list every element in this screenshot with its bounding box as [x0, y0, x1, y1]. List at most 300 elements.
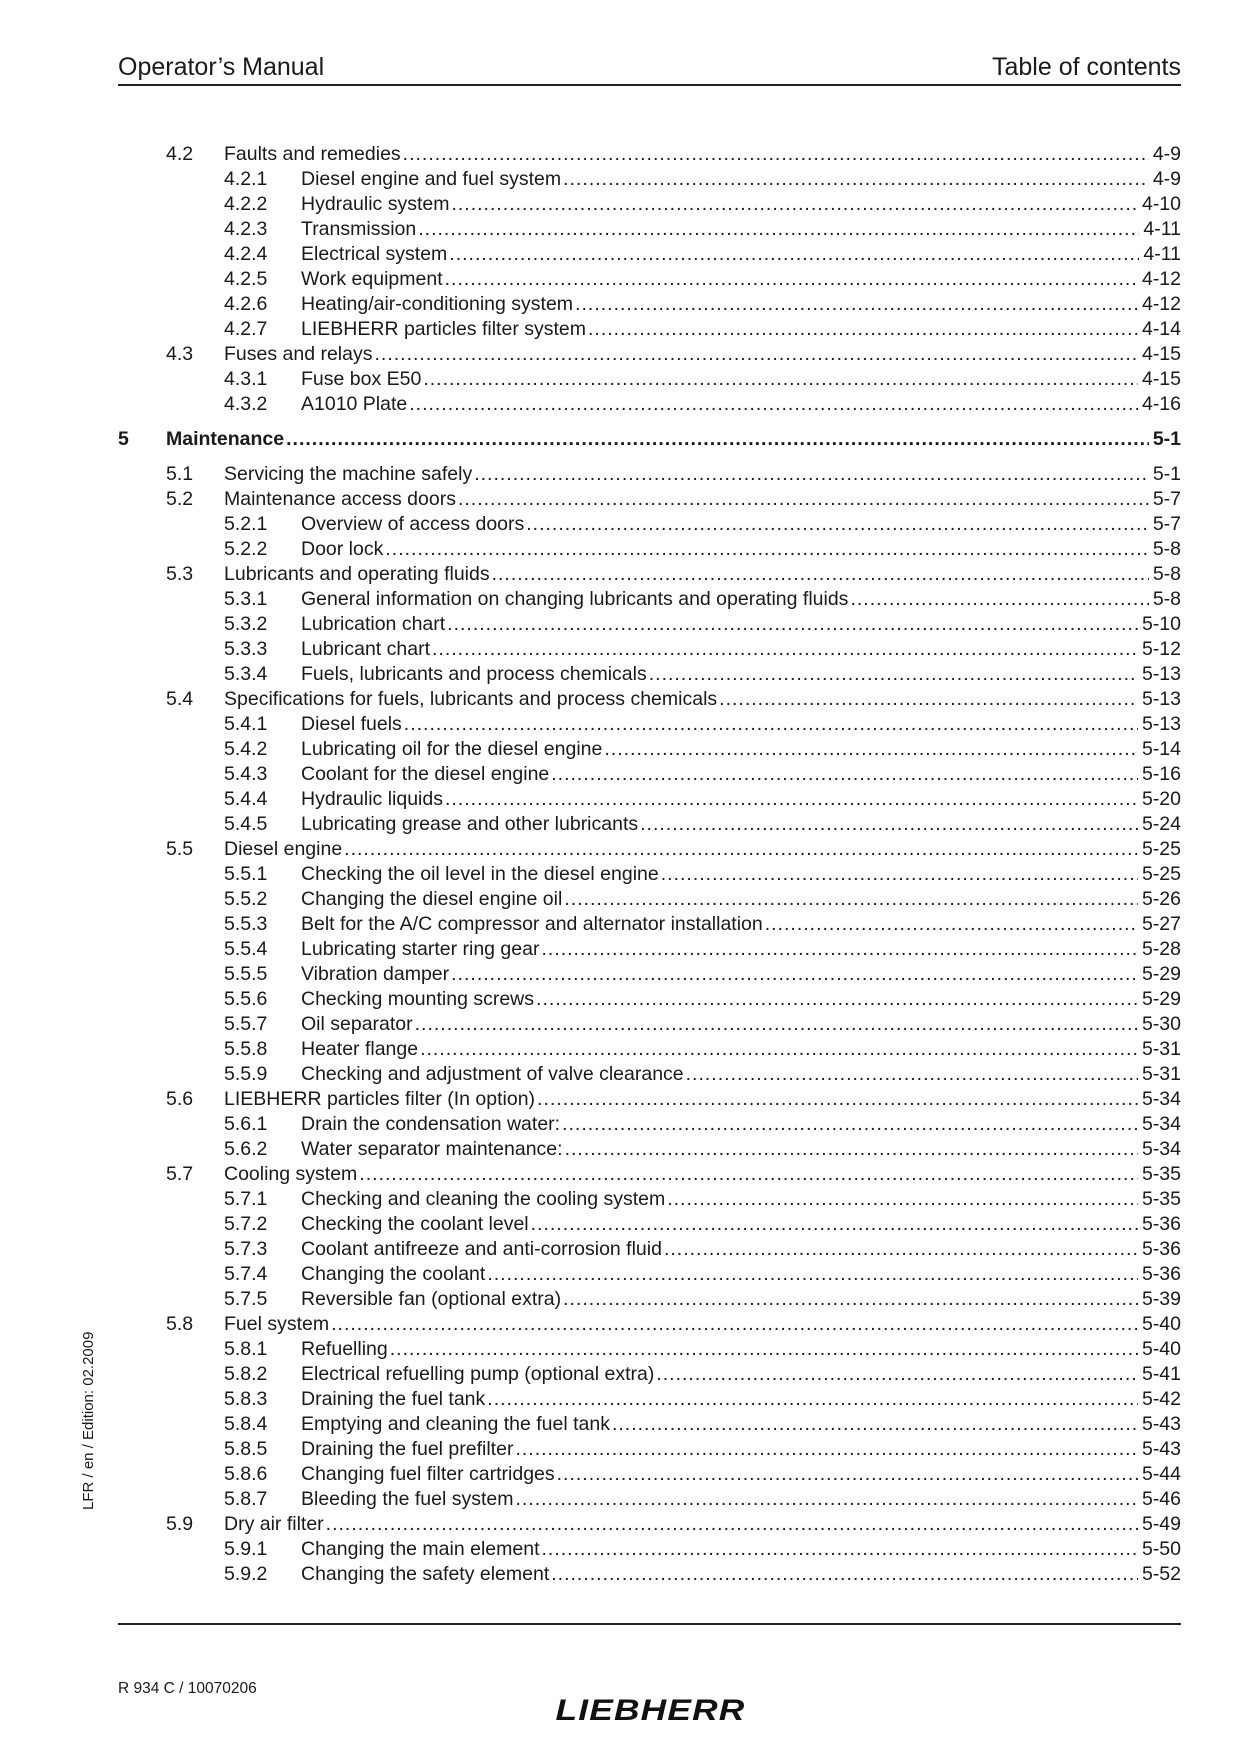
- toc-entry-row[interactable]: [118, 1537, 1181, 1562]
- toc-entry-number: 5.5.9: [224, 1063, 268, 1085]
- toc-entry-number: 5.6.2: [224, 1138, 268, 1160]
- toc-entry-title-line: [301, 242, 1181, 267]
- toc-entry-row[interactable]: [118, 862, 1181, 887]
- toc-entry-row[interactable]: [118, 142, 1181, 167]
- toc-entry-title-line: [301, 987, 1181, 1012]
- toc-entry-title: Electrical system: [301, 243, 448, 265]
- dot-leader: [562, 1112, 1138, 1137]
- toc-entry-number: 5.4.4: [224, 788, 268, 810]
- toc-entry-number: 5.4.1: [224, 713, 268, 735]
- toc-entry-title: Drain the condensation water:: [301, 1113, 561, 1135]
- toc-entry-row[interactable]: [118, 662, 1181, 687]
- toc-entry-number: 4.2: [166, 143, 194, 165]
- dot-leader: [661, 862, 1138, 887]
- toc-entry-title: Diesel engine and fuel system: [301, 168, 562, 190]
- toc-entry-title: LIEBHERR particles filter system: [301, 318, 586, 340]
- dot-leader: [432, 637, 1138, 662]
- toc-entry-title: Fuels, lubricants and process chemicals: [301, 663, 647, 685]
- toc-entry-row[interactable]: [118, 987, 1181, 1012]
- toc-entry-title-line: [301, 317, 1181, 342]
- toc-entry-number: 5.6.1: [224, 1113, 268, 1135]
- toc-entry-row[interactable]: [118, 887, 1181, 912]
- toc-entry-title-line: [301, 267, 1181, 292]
- toc-entry-title: Emptying and cleaning the fuel tank: [301, 1413, 610, 1435]
- toc-entry-page: 5-43: [1141, 1413, 1181, 1435]
- toc-entry-number: 5.8.2: [224, 1363, 268, 1385]
- toc-entry-title: Hydraulic liquids: [301, 788, 443, 810]
- toc-entry-row[interactable]: [118, 1387, 1181, 1412]
- toc-entry-number: 4.2.6: [224, 293, 268, 315]
- logo-wordmark: LIEBHERR: [555, 1695, 746, 1723]
- toc-entry-row[interactable]: [118, 1162, 1181, 1187]
- dot-leader: [667, 1187, 1138, 1212]
- toc-entry-page: 5-12: [1141, 638, 1181, 660]
- toc-entry-title: Work equipment: [301, 268, 443, 290]
- toc-entry-title-line: [301, 217, 1181, 242]
- toc-entry-page: 5-50: [1141, 1538, 1181, 1560]
- toc-entry-title-line: [301, 1412, 1181, 1437]
- dot-leader: [286, 427, 1149, 452]
- toc-entry-title: Maintenance access doors: [224, 488, 456, 510]
- dot-leader: [563, 167, 1149, 192]
- toc-entry-number: 5.3: [166, 563, 194, 585]
- dot-leader: [423, 367, 1138, 392]
- toc-entry-title: Coolant antifreeze and anti-corrosion fluid: [301, 1238, 662, 1260]
- toc-entry-title-line: [301, 812, 1181, 837]
- toc-entry-number: 5.9: [166, 1513, 194, 1535]
- toc-entry-title: Checking and adjustment of valve clearance: [301, 1063, 684, 1085]
- toc-entry-page: 5-7: [1152, 488, 1181, 510]
- toc-entry-title: Electrical refuelling pump (optional extra): [301, 1363, 655, 1385]
- toc-entry-page: 4-11: [1143, 243, 1181, 265]
- toc-entry-title: Changing the main element: [301, 1538, 540, 1560]
- toc-entry-row[interactable]: [118, 342, 1181, 367]
- toc-entry-title: Heater flange: [301, 1038, 419, 1060]
- toc-entry-page: 4-15: [1141, 343, 1181, 365]
- toc-entry-number: 5.8.3: [224, 1388, 268, 1410]
- dot-leader: [445, 787, 1138, 812]
- toc-entry-number: 5.7: [166, 1163, 194, 1185]
- toc-entry-title: Vibration damper: [301, 963, 450, 985]
- dot-leader: [551, 762, 1138, 787]
- toc-entry-title-line: [301, 1212, 1181, 1237]
- toc-entry-title: Servicing the machine safely: [224, 463, 473, 485]
- toc-entry-number: 5: [118, 428, 129, 450]
- dot-leader: [557, 1462, 1138, 1487]
- toc-entry-row[interactable]: [118, 1037, 1181, 1062]
- toc-entry-title: Belt for the A/C compressor and alternator installation: [301, 913, 763, 935]
- toc-entry-title-line: [301, 1237, 1181, 1262]
- toc-entry-number: 5.7.2: [224, 1213, 268, 1235]
- toc-entry-title-line: [301, 192, 1181, 217]
- toc-entry-row[interactable]: [118, 1412, 1181, 1437]
- toc-entry-page: 5-36: [1141, 1238, 1181, 1260]
- toc-entry-title-line: [301, 367, 1181, 392]
- dot-leader: [850, 587, 1148, 612]
- toc-entry-number: 5.8.1: [224, 1338, 268, 1360]
- toc-entry-row[interactable]: [118, 462, 1181, 487]
- toc-entry-page: 5-40: [1141, 1338, 1181, 1360]
- toc-entry-title-line: [301, 937, 1181, 962]
- toc-entry-title: Checking and cleaning the cooling system: [301, 1188, 666, 1210]
- toc-entry-title: Changing the diesel engine oil: [301, 888, 563, 910]
- toc-entry-title-line: [301, 887, 1181, 912]
- toc-entry-number: 5.8: [166, 1313, 194, 1335]
- toc-entry-page: 4-14: [1141, 318, 1181, 340]
- toc-entry-row[interactable]: [118, 367, 1181, 392]
- toc-entry-number: 4.2.4: [224, 243, 268, 265]
- toc-entry-title: Faults and remedies: [224, 143, 401, 165]
- toc-entry-row[interactable]: [118, 1187, 1181, 1212]
- toc-entry-page: 5-39: [1141, 1288, 1181, 1310]
- toc-entry-title: Lubricating oil for the diesel engine: [301, 738, 603, 760]
- toc-entry-row[interactable]: [118, 1337, 1181, 1362]
- toc-entry-page: 4-12: [1141, 293, 1181, 315]
- dot-leader: [390, 1337, 1138, 1362]
- toc-entry-title-line: [301, 512, 1181, 537]
- toc-entry-title: Bleeding the fuel system: [301, 1488, 514, 1510]
- toc-entry-title-line: [166, 427, 1181, 452]
- toc-entry-title-line: [224, 687, 1181, 712]
- document-number: R 934 C / 10070206: [118, 1680, 257, 1697]
- toc-entry-row[interactable]: [118, 1287, 1181, 1312]
- toc-entry-title: Diesel engine: [224, 838, 343, 860]
- toc-entry-title-line: [301, 1362, 1181, 1387]
- toc-entry-page: 5-31: [1141, 1038, 1181, 1060]
- toc-entry-title: Draining the fuel tank: [301, 1388, 486, 1410]
- toc-entry-number: 5.2.1: [224, 513, 268, 535]
- toc-entry-number: 5.4.5: [224, 813, 268, 835]
- toc-entry-title-line: [301, 587, 1181, 612]
- dot-leader: [404, 712, 1138, 737]
- toc-entry-page: 5-43: [1141, 1438, 1181, 1460]
- edition-label: LFR / en / Edition: 02.2009: [80, 1331, 97, 1510]
- toc-entry-page: 5-25: [1141, 863, 1181, 885]
- toc-entry-number: 5.3.3: [224, 638, 268, 660]
- toc-entry-row[interactable]: [118, 1487, 1181, 1512]
- toc-entry-title-line: [301, 1287, 1181, 1312]
- toc-entry-page: 5-46: [1141, 1488, 1181, 1510]
- toc-entry-row[interactable]: [118, 612, 1181, 637]
- toc-entry-page: 5-16: [1141, 763, 1181, 785]
- toc-entry-title-line: [301, 1487, 1181, 1512]
- dot-leader: [515, 1437, 1138, 1462]
- toc-entry-number: 5.5.1: [224, 863, 268, 885]
- toc-entry-title: Checking the oil level in the diesel engine: [301, 863, 659, 885]
- toc-entry-page: 5-13: [1141, 688, 1181, 710]
- toc-entry-title-line: [301, 1387, 1181, 1412]
- toc-entry-row[interactable]: [118, 1362, 1181, 1387]
- toc-entry-row[interactable]: [118, 1212, 1181, 1237]
- toc-entry-title: A1010 Plate: [301, 393, 408, 415]
- toc-entry-title: Lubricating starter ring gear: [301, 938, 540, 960]
- toc-entry-number: 5.6: [166, 1088, 194, 1110]
- toc-entry-title-line: [224, 462, 1181, 487]
- toc-entry-page: 5-8: [1152, 563, 1181, 585]
- toc-entry-row[interactable]: [118, 1012, 1181, 1037]
- toc-entry-title-line: [301, 1037, 1181, 1062]
- toc-entry-title: Diesel fuels: [301, 713, 402, 735]
- toc-entry-row[interactable]: [118, 637, 1181, 662]
- toc-entry-title-line: [301, 1112, 1181, 1137]
- toc-entry-row[interactable]: [118, 1237, 1181, 1262]
- dot-leader: [420, 1037, 1138, 1062]
- toc-entry-title: Water separator maintenance:: [301, 1138, 563, 1160]
- toc-entry-page: 5-40: [1141, 1313, 1181, 1335]
- toc-entry-number: 5.1: [166, 463, 194, 485]
- toc-entry-row[interactable]: [118, 787, 1181, 812]
- toc-entry-title: Lubricants and operating fluids: [224, 563, 490, 585]
- toc-entry-page: 5-25: [1141, 838, 1181, 860]
- toc-entry-title-line: [301, 862, 1181, 887]
- toc-entry-title-line: [301, 1562, 1181, 1587]
- toc-entry-title-line: [224, 487, 1181, 512]
- toc-entry-title-line: [301, 712, 1181, 737]
- toc-entry-number: 5.5.2: [224, 888, 268, 910]
- dot-leader: [551, 1562, 1138, 1587]
- dot-leader: [447, 612, 1138, 637]
- toc-entry-row[interactable]: [118, 267, 1181, 292]
- dot-leader: [588, 317, 1138, 342]
- toc-entry-row[interactable]: [118, 1512, 1181, 1537]
- toc-entry-title: Oil separator: [301, 1013, 413, 1035]
- dot-leader: [719, 687, 1138, 712]
- toc-entry-page: 5-41: [1141, 1363, 1181, 1385]
- dot-leader: [765, 912, 1138, 937]
- toc-entry-title: Reversible fan (optional extra): [301, 1288, 562, 1310]
- toc-entry-page: 5-31: [1141, 1063, 1181, 1085]
- dot-leader: [375, 342, 1138, 367]
- dot-leader: [474, 462, 1149, 487]
- toc-entry-page: 5-49: [1141, 1513, 1181, 1535]
- toc-entry-number: 5.5.3: [224, 913, 268, 935]
- toc-entry-row[interactable]: [118, 217, 1181, 242]
- toc-entry-page: 5-52: [1141, 1563, 1181, 1585]
- toc-entry-title-line: [224, 1087, 1181, 1112]
- toc-entry-title-line: [301, 1537, 1181, 1562]
- toc-entry-row[interactable]: [118, 1312, 1181, 1337]
- dot-leader: [563, 1287, 1138, 1312]
- dot-leader: [331, 1312, 1138, 1337]
- toc-entry-title-line: [224, 142, 1181, 167]
- toc-entry-row[interactable]: [118, 192, 1181, 217]
- toc-entry-page: 4-16: [1141, 393, 1181, 415]
- toc-entry-row[interactable]: [118, 1137, 1181, 1162]
- toc-entry-row[interactable]: [118, 962, 1181, 987]
- toc-entry-title: Coolant for the diesel engine: [301, 763, 550, 785]
- toc-entry-number: 5.9.1: [224, 1538, 268, 1560]
- dot-leader: [515, 1487, 1138, 1512]
- dot-leader: [686, 1062, 1138, 1087]
- toc-entry-page: 5-27: [1141, 913, 1181, 935]
- dot-leader: [565, 1137, 1138, 1162]
- toc-entry-page: 4-9: [1152, 168, 1181, 190]
- toc-entry-page: 5-36: [1141, 1213, 1181, 1235]
- dot-leader: [415, 1012, 1138, 1037]
- toc-entry-number: 4.2.2: [224, 193, 268, 215]
- toc-entry-title: Fuel system: [224, 1313, 330, 1335]
- toc-entry-page: 5-8: [1152, 588, 1181, 610]
- toc-entry-title: Lubricating grease and other lubricants: [301, 813, 639, 835]
- toc-entry-number: 5.4: [166, 688, 194, 710]
- toc-entry-row[interactable]: [118, 537, 1181, 562]
- toc-entry-page: 5-36: [1141, 1263, 1181, 1285]
- toc-entry-row[interactable]: [118, 587, 1181, 612]
- toc-entry-page: 4-9: [1152, 143, 1181, 165]
- toc-entry-title: Overview of access doors: [301, 513, 525, 535]
- toc-entry-number: 5.2.2: [224, 538, 268, 560]
- toc-entry-row[interactable]: [118, 687, 1181, 712]
- toc-entry-row[interactable]: [118, 762, 1181, 787]
- toc-entry-row[interactable]: [118, 837, 1181, 862]
- toc-entry-page: 5-13: [1141, 663, 1181, 685]
- toc-entry-number: 5.5.7: [224, 1013, 268, 1035]
- toc-entry-row[interactable]: [118, 317, 1181, 342]
- toc-entry-number: 5.9.2: [224, 1563, 268, 1585]
- toc-entry-page: 4-10: [1141, 193, 1181, 215]
- toc-entry-title-line: [301, 1262, 1181, 1287]
- toc-entry-number: 5.7.5: [224, 1288, 268, 1310]
- dot-leader: [536, 987, 1138, 1012]
- dot-leader: [649, 662, 1138, 687]
- toc-entry-title: Lubricant chart: [301, 638, 430, 660]
- toc-entry-title-line: [301, 1462, 1181, 1487]
- dot-leader: [451, 192, 1138, 217]
- toc-entry-title-line: [301, 1062, 1181, 1087]
- toc-entry-number: 5.8.4: [224, 1413, 268, 1435]
- toc-entry-number: 5.5.6: [224, 988, 268, 1010]
- toc-entry-title-line: [224, 562, 1181, 587]
- dot-leader: [445, 267, 1138, 292]
- toc-entry-row[interactable]: [118, 1562, 1181, 1587]
- toc-entry-title: Hydraulic system: [301, 193, 450, 215]
- dot-leader: [656, 1362, 1138, 1387]
- dot-leader: [487, 1262, 1138, 1287]
- toc-entry-row[interactable]: [118, 167, 1181, 192]
- toc-entry-row[interactable]: [118, 1437, 1181, 1462]
- toc-entry-title-line: [224, 1312, 1181, 1337]
- toc-entry-row[interactable]: [118, 392, 1181, 417]
- toc-entry-number: 5.5.8: [224, 1038, 268, 1060]
- toc-entry-number: 5.3.4: [224, 663, 268, 685]
- toc-entry-page: 5-1: [1152, 428, 1181, 450]
- toc-entry-page: 5-34: [1141, 1088, 1181, 1110]
- dot-leader: [604, 737, 1138, 762]
- toc-entry-title: Checking mounting screws: [301, 988, 535, 1010]
- toc-entry-title-line: [301, 962, 1181, 987]
- toc-entry-number: 5.7.3: [224, 1238, 268, 1260]
- header-divider: [118, 84, 1181, 86]
- toc-chapter-row[interactable]: [118, 427, 1181, 452]
- toc-entry-number: 4.3: [166, 343, 194, 365]
- dot-leader: [344, 837, 1138, 862]
- toc-entry-title-line: [301, 537, 1181, 562]
- toc-entry-row[interactable]: [118, 487, 1181, 512]
- toc-entry-row[interactable]: [118, 712, 1181, 737]
- toc-entry-title: Checking the coolant level: [301, 1213, 529, 1235]
- toc-entry-title-line: [224, 1512, 1181, 1537]
- toc-entry-row[interactable]: [118, 1262, 1181, 1287]
- toc-entry-title-line: [301, 787, 1181, 812]
- toc-entry-row[interactable]: [118, 912, 1181, 937]
- dot-leader: [664, 1237, 1138, 1262]
- toc-entry-row[interactable]: [118, 737, 1181, 762]
- toc-entry-title-line: [301, 1137, 1181, 1162]
- toc-entry-title: Changing the safety element: [301, 1563, 550, 1585]
- dot-leader: [564, 887, 1138, 912]
- toc-entry-page: 5-34: [1141, 1138, 1181, 1160]
- toc-entry-number: 5.8.7: [224, 1488, 268, 1510]
- toc-entry-title-line: [301, 662, 1181, 687]
- toc-entry-page: 5-13: [1141, 713, 1181, 735]
- toc-entry-number: 5.7.4: [224, 1263, 268, 1285]
- section-title: Table of contents: [991, 53, 1181, 81]
- dot-leader: [542, 1537, 1138, 1562]
- toc-entry-number: 4.3.2: [224, 393, 268, 415]
- toc-entry-page: 5-7: [1152, 513, 1181, 535]
- toc-entry-title-line: [301, 637, 1181, 662]
- toc-entry-title-line: [301, 1187, 1181, 1212]
- toc-entry-row[interactable]: [118, 562, 1181, 587]
- toc-entry-row[interactable]: [118, 812, 1181, 837]
- toc-entry-page: 4-12: [1141, 268, 1181, 290]
- toc-entry-row[interactable]: [118, 1112, 1181, 1137]
- toc-entry-row[interactable]: [118, 512, 1181, 537]
- dot-leader: [531, 1212, 1138, 1237]
- toc-entry-page: 5-29: [1141, 963, 1181, 985]
- toc-entry-title: Specifications for fuels, lubricants and process chemicals: [224, 688, 718, 710]
- dot-leader: [359, 1162, 1138, 1187]
- toc-entry-page: 5-42: [1141, 1388, 1181, 1410]
- toc-entry-row[interactable]: [118, 1062, 1181, 1087]
- toc-entry-title-line: [301, 612, 1181, 637]
- toc-entry-page: 5-20: [1141, 788, 1181, 810]
- dot-leader: [458, 487, 1149, 512]
- toc-entry-title-line: [301, 167, 1181, 192]
- toc-entry-title-line: [224, 342, 1181, 367]
- toc-entry-page: 5-29: [1141, 988, 1181, 1010]
- toc-entry-title-line: [301, 1012, 1181, 1037]
- toc-entry-title-line: [301, 912, 1181, 937]
- liebherr-logo: [553, 1695, 748, 1723]
- toc-entry-page: 5-10: [1141, 613, 1181, 635]
- toc-entry-row[interactable]: [118, 292, 1181, 317]
- toc-entry-number: 5.5: [166, 838, 194, 860]
- toc-entry-title-line: [301, 737, 1181, 762]
- toc-entry-page: 5-1: [1152, 463, 1181, 485]
- toc-entry-number: 4.2.3: [224, 218, 268, 240]
- toc-entry-title: Cooling system: [224, 1163, 358, 1185]
- toc-entry-number: 5.8.6: [224, 1463, 268, 1485]
- toc-entry-number: 5.4.3: [224, 763, 268, 785]
- toc-entry-number: 4.2.7: [224, 318, 268, 340]
- dot-leader: [640, 812, 1138, 837]
- dot-leader: [526, 512, 1149, 537]
- toc-entry-row[interactable]: [118, 937, 1181, 962]
- toc-entry-page: 4-15: [1141, 368, 1181, 390]
- toc-entry-row[interactable]: [118, 242, 1181, 267]
- toc-entry-page: 4-11: [1143, 218, 1181, 240]
- toc-entry-title-line: [301, 392, 1181, 417]
- toc-entry-title: Draining the fuel prefilter: [301, 1438, 514, 1460]
- toc-entry-title: Door lock: [301, 538, 384, 560]
- toc-entry-number: 4.3.1: [224, 368, 268, 390]
- toc-entry-row[interactable]: [118, 1087, 1181, 1112]
- toc-entry-page: 5-30: [1141, 1013, 1181, 1035]
- toc-entry-title-line: [301, 292, 1181, 317]
- toc-entry-row[interactable]: [118, 1462, 1181, 1487]
- toc-entry-title: Refuelling: [301, 1338, 388, 1360]
